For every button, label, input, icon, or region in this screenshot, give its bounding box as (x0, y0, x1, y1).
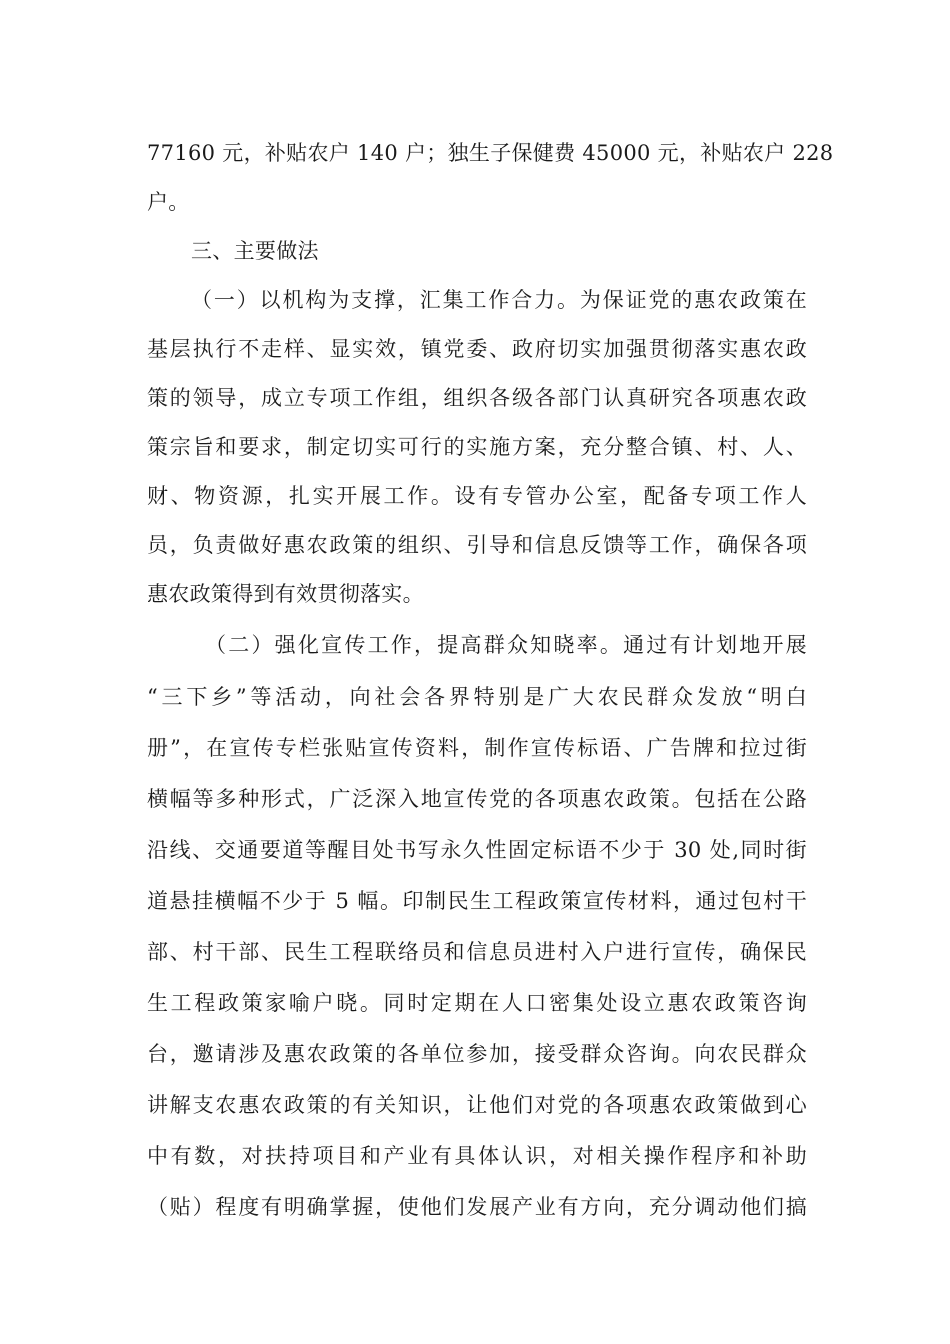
paragraph-line: 中有数，对扶持项目和产业有具体认识，对相关操作程序和补助 (147, 1144, 807, 1168)
paragraph-line: 讲解支农惠农政策的有关知识，让他们对党的各项惠农政策做到心 (147, 1093, 807, 1117)
paragraph-line: 生工程政策家喻户晓。同时定期在人口密集处设立惠农政策咨询 (147, 991, 807, 1015)
paragraph-line: 策的领导，成立专项工作组，组织各级各部门认真研究各项惠农政 (147, 386, 807, 410)
paragraph-line: 横幅等多种形式，广泛深入地宣传党的各项惠农政策。包括在公路 (147, 787, 807, 811)
paragraph-line: 沿线、交通要道等醒目处书写永久性固定标语不少于 30 处,同时街 (147, 838, 807, 862)
paragraph-line: “三下乡”等活动，向社会各界特别是广大农民群众发放“明白 (147, 685, 807, 709)
paragraph-line: （二）强化宣传工作，提高群众知晓率。通过有计划地开展 (205, 633, 807, 657)
section-heading: 三、主要做法 (191, 239, 319, 263)
paragraph-line: （贴）程度有明确掌握，使他们发展产业有方向，充分调动他们搞 (147, 1195, 807, 1219)
paragraph-line: 道悬挂横幅不少于 5 幅。印制民生工程政策宣传材料，通过包村干 (147, 889, 807, 913)
paragraph-line: （一）以机构为支撑，汇集工作合力。为保证党的惠农政策在 (191, 288, 807, 312)
paragraph-line: 员，负责做好惠农政策的组织、引导和信息反馈等工作，确保各项 (147, 533, 807, 557)
paragraph-line: 财、物资源，扎实开展工作。设有专管办公室，配备专项工作人 (147, 484, 807, 508)
paragraph-line: 部、村干部、民生工程联络员和信息员进村入户进行宣传，确保民 (147, 940, 807, 964)
paragraph-line: 惠农政策得到有效贯彻落实。 (147, 582, 424, 606)
paragraph-line: 77160 元，补贴农户 140 户；独生子保健费 45000 元，补贴农户 228 (147, 141, 834, 165)
paragraph-line: 台，邀请涉及惠农政策的各单位参加，接受群众咨询。向农民群众 (147, 1042, 807, 1066)
paragraph-line: 册”，在宣传专栏张贴宣传资料，制作宣传标语、广告牌和拉过街 (147, 736, 807, 760)
paragraph-line: 策宗旨和要求，制定切实可行的实施方案，充分整合镇、村、人、 (147, 435, 807, 459)
paragraph-line: 户。 (147, 190, 190, 214)
paragraph-line: 基层执行不走样、显实效，镇党委、政府切实加强贯彻落实惠农政 (147, 337, 807, 361)
